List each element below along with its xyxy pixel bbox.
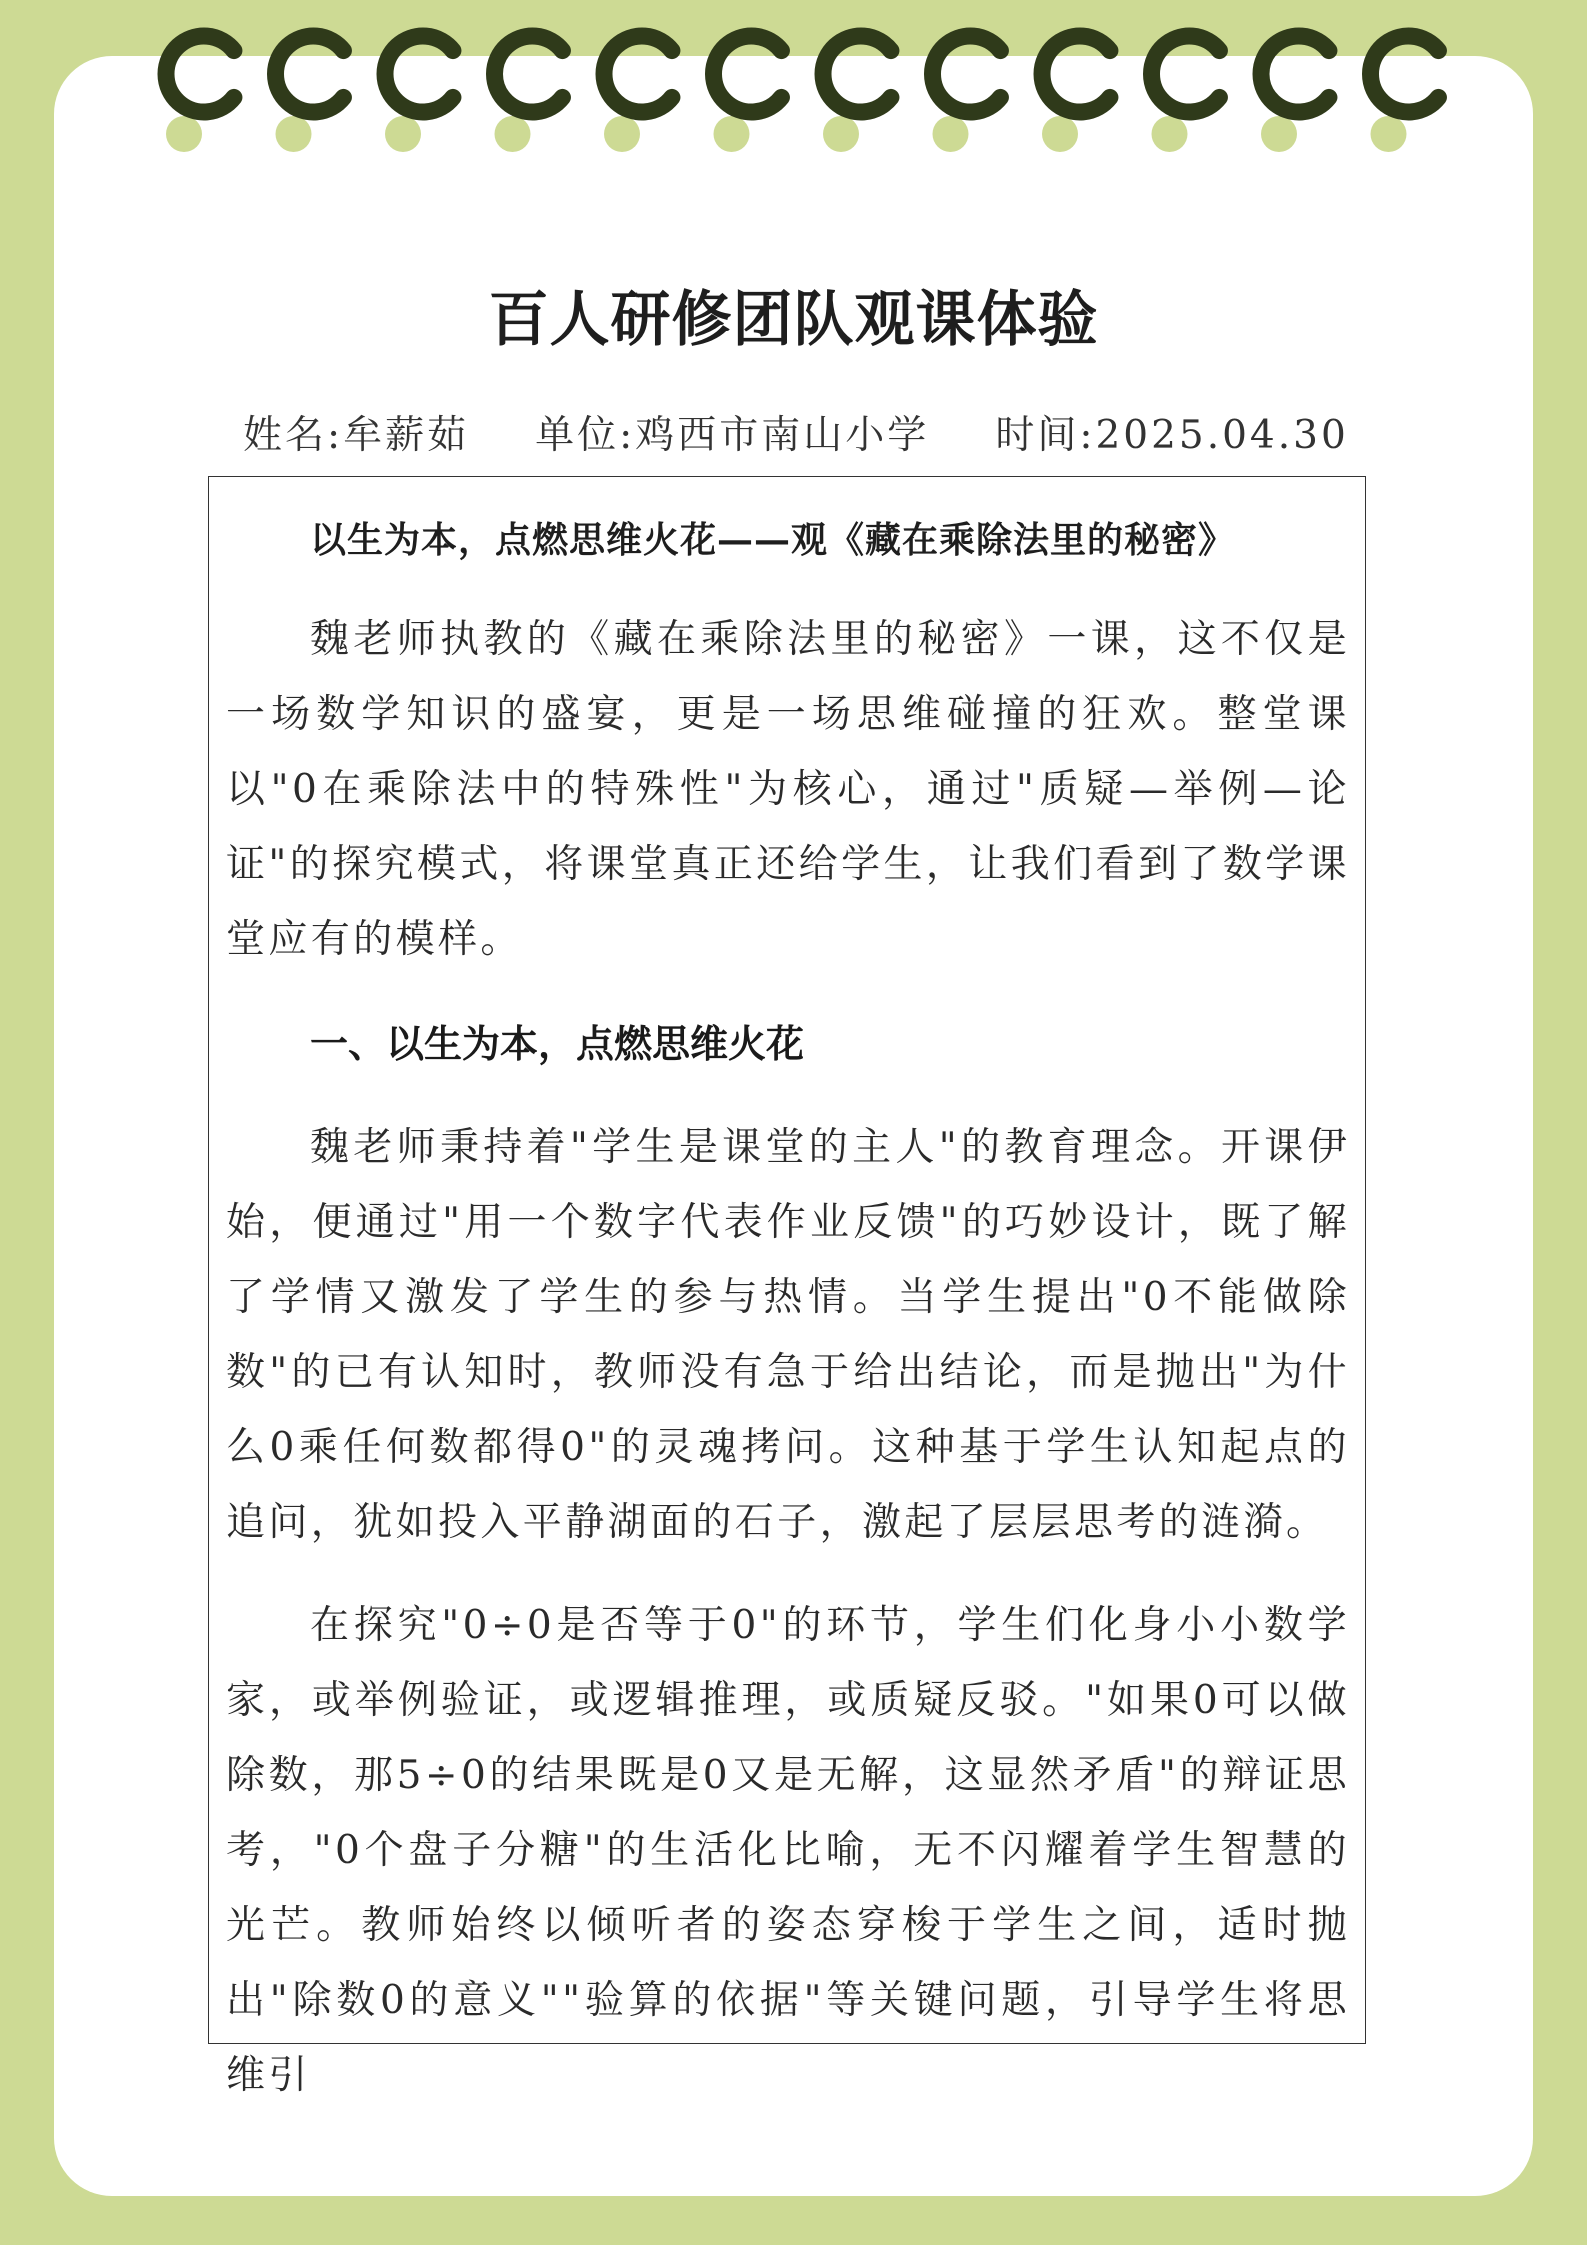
spiral-ring-icon — [604, 36, 672, 152]
spiral-ring-icon — [823, 36, 891, 152]
binding-ring-icon — [166, 36, 234, 112]
binding-hole-icon — [495, 116, 531, 152]
spiral-ring-icon — [495, 36, 563, 152]
article-paragraph-2: 魏老师秉持着"学生是课堂的主人"的教育理念。开课伊始，便通过"用一个数字代表作业反馈"的巧妙设计，既了解了学情又激发了学生的参与热情。当学生提出"0不能做除数"的已有认知时，教师没有急于给出结论，而是抛出"为什么0乘任何数都得0"的灵魂拷问。这种基于学生认知起点的追问，犹如投入平静湖面的石子，激起了层层思考的涟漪。 — [226, 1125, 1350, 1546]
binding-hole-icon — [714, 116, 750, 152]
spiral-ring-icon — [385, 36, 453, 152]
binding-hole-icon — [1261, 116, 1297, 152]
spiral-ring-icon — [1261, 36, 1329, 152]
article-paragraph-1: 魏老师执教的《藏在乘除法里的秘密》一课，这不仅是一场数学知识的盛宴，更是一场思维碰撞的狂欢。整堂课以"0在乘除法中的特殊性"为核心，通过"质疑—举例—论证"的探究模式，将课堂真正还给学生，让我们看到了数学课堂应有的模样。 — [226, 617, 1350, 963]
binding-ring-icon — [932, 36, 1000, 112]
binding-ring-icon — [495, 36, 563, 112]
spiral-ring-icon — [276, 36, 344, 152]
author-unit: 鸡西市南山小学 — [635, 413, 930, 458]
binding-ring-icon — [604, 36, 672, 112]
spiral-ring-icon — [713, 36, 781, 152]
binding-ring-icon — [823, 36, 891, 112]
binding-hole-icon — [1042, 116, 1078, 152]
spiral-ring-icon — [166, 36, 234, 152]
binding-hole-icon — [1371, 116, 1407, 152]
section-heading-1: 一、以生为本，点燃思维火花 — [310, 1022, 805, 1067]
name-label: 姓名: — [243, 413, 344, 458]
article-paragraph-3: 在探究"0÷0是否等于0"的环节，学生们化身小小数学家，或举例验证，或逻辑推理，或质疑反驳。"如果0可以做除数，那5÷0的结果既是0又是无解，这显然矛盾"的辩证思考，"0个盘子分糖"的生活化比喻，无不闪耀着学生智慧的光芒。教师始终以倾听者的姿态穿梭于学生之间，适时抛出"除数0的意义""验算的依据"等关键问题，引导学生将思维引 — [226, 1603, 1350, 2099]
spiral-ring-icon — [1371, 36, 1439, 152]
binding-hole-icon — [933, 116, 969, 152]
article-body — [226, 477, 1350, 2113]
article-subtitle: 以生为本，点燃思维火花——观《藏在乘除法里的秘密》 — [310, 519, 1236, 561]
unit-label: 单位: — [535, 413, 636, 458]
binding-ring-icon — [385, 36, 453, 112]
binding-ring-icon — [276, 36, 344, 112]
binding-hole-icon — [1152, 116, 1188, 152]
date-value: 2025.04.30 — [1095, 413, 1349, 458]
binding-hole-icon — [166, 116, 202, 152]
binding-hole-icon — [823, 116, 859, 152]
binding-ring-icon — [1152, 36, 1220, 112]
article-frame — [208, 476, 1366, 2099]
time-label: 时间: — [995, 413, 1096, 458]
binding-hole-icon — [385, 116, 421, 152]
binding-hole-icon — [604, 116, 640, 152]
spiral-ring-icon — [1152, 36, 1220, 152]
page-title: 百人研修团队观课体验 — [488, 285, 1099, 355]
binding-ring-icon — [1371, 36, 1439, 112]
spiral-ring-icon — [1042, 36, 1110, 152]
binding-hole-icon — [276, 116, 312, 152]
binding-ring-icon — [713, 36, 781, 112]
author-name: 牟薪茹 — [343, 413, 470, 458]
spiral-ring-icon — [932, 36, 1000, 152]
binding-ring-icon — [1042, 36, 1110, 112]
binding-ring-icon — [1261, 36, 1329, 112]
spiral-binding — [0, 0, 1587, 180]
author-info-line — [243, 404, 1349, 460]
